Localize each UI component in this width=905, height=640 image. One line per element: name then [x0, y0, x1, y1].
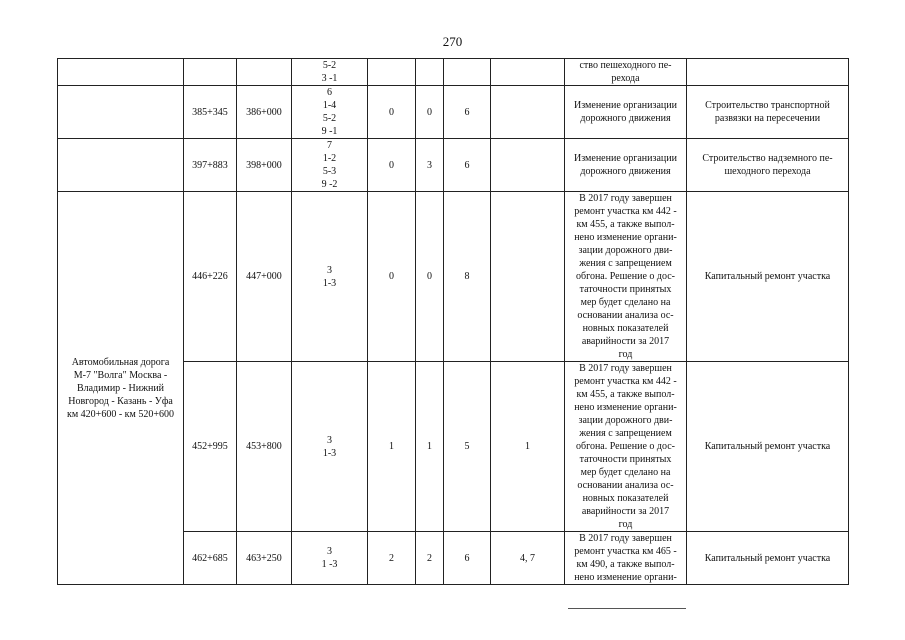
category-line: 3 [327, 434, 332, 446]
notes-cell [565, 59, 687, 86]
count-cell: 3 [416, 139, 444, 192]
actions-cell: Капитальный ремонт участка [687, 362, 849, 532]
notes-line: год [618, 349, 633, 360]
notes-line: мер будет сделано на [580, 297, 671, 308]
count-cell: 0 [416, 192, 444, 362]
table-row [58, 59, 849, 86]
start-km-cell: 446+226 [184, 192, 237, 362]
end-km-cell: 398+000 [237, 139, 292, 192]
category-line: 1-2 [322, 153, 337, 164]
notes-line: таточности принятых [579, 284, 672, 295]
notes-line: новных показателей [582, 323, 669, 334]
notes-line: обгона. Решение о дос- [576, 441, 675, 452]
notes-line: км 455, а также выпол- [576, 219, 675, 230]
category-line: 3 -1 [321, 73, 338, 84]
count-cell: 8 [444, 192, 491, 362]
notes-line: жения с запрещением [579, 428, 672, 439]
notes-line: км 490, а также выпол- [576, 559, 675, 570]
count-cell [444, 59, 491, 86]
road-cell-continued [58, 59, 184, 86]
actions-cell [687, 86, 849, 139]
notes-cell [565, 139, 687, 192]
actions-line: Строительство транспортной [705, 100, 830, 111]
category-line: 5-2 [322, 60, 337, 71]
category-line: 1-4 [322, 100, 337, 111]
category-cell [292, 86, 368, 139]
actions-line: шеходного перехода [724, 166, 811, 177]
start-km-cell: 452+995 [184, 362, 237, 532]
actions-line: Строительство надземного пе- [702, 153, 833, 164]
notes-line: ремонт участка км 442 - [574, 376, 677, 387]
notes-line: нено изменение органи- [574, 572, 677, 583]
category-line: 1-3 [322, 447, 337, 459]
road-name-line: М-7 "Волга" Москва - [73, 369, 168, 381]
actions-line: развязки на пересечении [714, 113, 821, 124]
end-km-cell: 386+000 [237, 86, 292, 139]
category-line: 5-2 [322, 113, 337, 124]
end-km-cell: 447+000 [237, 192, 292, 362]
count-cell: 0 [368, 139, 416, 192]
end-km-cell: 453+800 [237, 362, 292, 532]
road-name-line: Новгород - Казань - Уфа [68, 395, 173, 407]
notes-line: аварийности за 2017 [581, 336, 670, 347]
road-name-line: Владимир - Нижний [76, 382, 165, 394]
notes-line: год [618, 519, 633, 530]
notes-line: ремонт участка км 465 - [574, 546, 677, 557]
category-cell [292, 532, 368, 585]
category-cell [292, 139, 368, 192]
notes-line: нено изменение органи- [574, 232, 677, 243]
actions-cell [687, 139, 849, 192]
category-line: 7 [327, 140, 332, 151]
start-km-cell [184, 59, 237, 86]
end-km-cell: 463+250 [237, 532, 292, 585]
road-name-line: Автомобильная дорога [71, 356, 170, 368]
actions-cell: Капитальный ремонт участка [687, 532, 849, 585]
notes-line: Изменение организации [574, 153, 677, 164]
notes-line: зации дорожного дви- [578, 415, 673, 426]
table-row [58, 86, 849, 139]
category-line: 6 [327, 87, 332, 98]
category-line: 1-3 [322, 277, 337, 289]
notes-line: основании анализа ос- [577, 310, 674, 321]
notes-line: ремонт участка км 442 - [574, 206, 677, 217]
start-km-cell: 385+345 [184, 86, 237, 139]
notes-line: В 2017 году завершен [579, 533, 672, 544]
notes-cell [565, 86, 687, 139]
count-cell: 0 [368, 86, 416, 139]
start-km-cell: 462+685 [184, 532, 237, 585]
count-cell [416, 59, 444, 86]
count-cell: 2 [416, 532, 444, 585]
category-line: 1 -3 [321, 559, 338, 570]
notes-line: жения с запрещением [579, 258, 672, 269]
category-line: 5-3 [322, 166, 337, 177]
count-cell: 6 [444, 86, 491, 139]
category-cell [292, 362, 368, 532]
footer-rule [568, 608, 686, 609]
notes-line: нено изменение органи- [574, 402, 677, 413]
count-cell [491, 139, 565, 192]
road-name-cell [58, 192, 184, 585]
road-cell-continued [58, 139, 184, 192]
notes-line: В 2017 году завершен [579, 193, 672, 204]
count-cell [491, 59, 565, 86]
notes-line: зации дорожного дви- [578, 245, 673, 256]
notes-line: Изменение организации [574, 100, 677, 111]
road-cell-continued [58, 86, 184, 139]
notes-line: В 2017 году завершен [579, 363, 672, 374]
table-row [58, 192, 849, 362]
count-cell: 0 [368, 192, 416, 362]
count-cell: 0 [416, 86, 444, 139]
count-cell: 1 [416, 362, 444, 532]
actions-cell: Капитальный ремонт участка [687, 192, 849, 362]
notes-line: дорожного движения [580, 166, 671, 177]
count-cell: 4, 7 [491, 532, 565, 585]
count-cell [491, 86, 565, 139]
end-km-cell [237, 59, 292, 86]
page-number: 270 [442, 34, 463, 49]
category-line: 3 [327, 546, 332, 557]
count-cell: 1 [491, 362, 565, 532]
count-cell [368, 59, 416, 86]
count-cell: 6 [444, 532, 491, 585]
notes-cell [565, 362, 687, 532]
actions-cell [687, 59, 849, 86]
road-name-line: км 420+600 - км 520+600 [67, 408, 174, 420]
category-line: 9 -2 [321, 179, 338, 190]
category-cell [292, 192, 368, 362]
count-cell: 1 [368, 362, 416, 532]
notes-line: км 455, а также выпол- [576, 389, 675, 400]
notes-line: таточности принятых [579, 454, 672, 465]
notes-line: рехода [611, 73, 640, 84]
accident-sites-table [57, 58, 849, 585]
count-cell [491, 192, 565, 362]
category-cell [292, 59, 368, 86]
notes-line: аварийности за 2017 [581, 506, 670, 517]
notes-line: дорожного движения [580, 113, 671, 124]
start-km-cell: 397+883 [184, 139, 237, 192]
count-cell: 5 [444, 362, 491, 532]
notes-line: обгона. Решение о дос- [576, 271, 675, 282]
category-line: 3 [327, 264, 332, 276]
category-line: 9 -1 [321, 126, 338, 137]
notes-cell [565, 532, 687, 585]
notes-line: основании анализа ос- [577, 480, 674, 491]
count-cell: 2 [368, 532, 416, 585]
notes-line: мер будет сделано на [580, 467, 671, 478]
table-row [58, 139, 849, 192]
notes-cell [565, 192, 687, 362]
count-cell: 6 [444, 139, 491, 192]
notes-line: ство пешеходного пе- [579, 60, 672, 71]
notes-line: новных показателей [582, 493, 669, 504]
